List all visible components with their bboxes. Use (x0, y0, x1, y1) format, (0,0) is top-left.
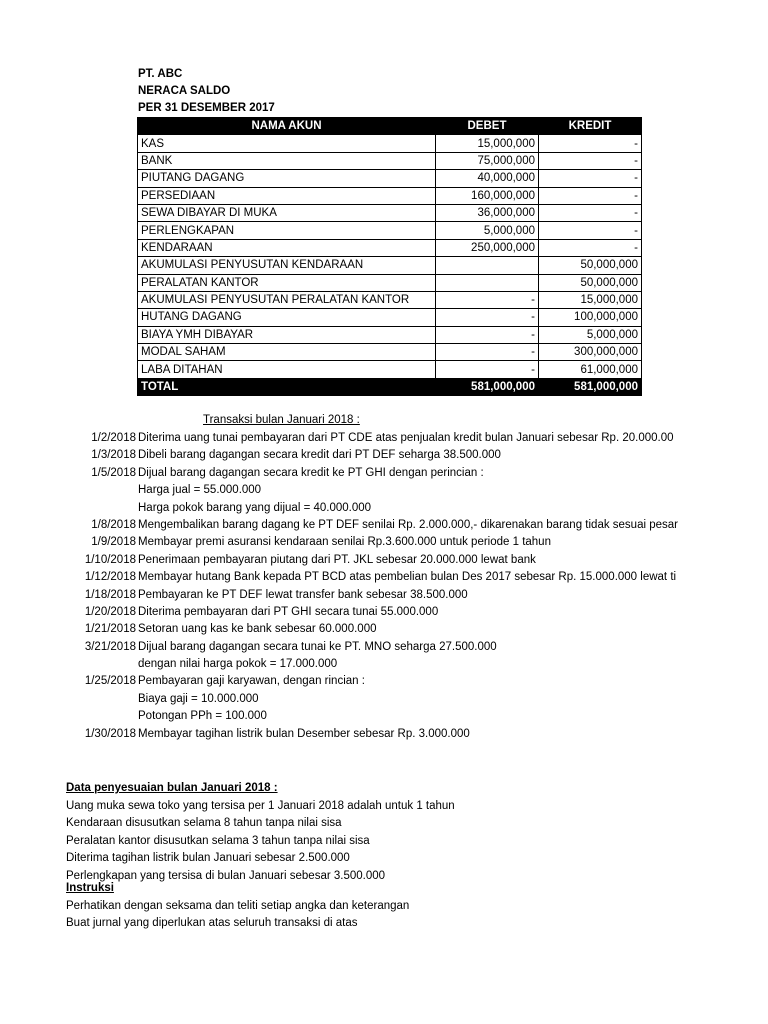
total-debit: 581,000,000 (436, 378, 539, 395)
credit-cell: - (539, 170, 642, 187)
debit-cell: 15,000,000 (436, 135, 539, 152)
total-label: TOTAL (138, 378, 436, 395)
transaction-description: Harga pokok barang yang dijual = 40.000.000 (138, 501, 372, 514)
table-header-row (138, 118, 642, 135)
instructions-title: Instruksi (66, 882, 114, 894)
debit-cell: 5,000,000 (436, 222, 539, 239)
table-row (138, 187, 642, 204)
transactions-title: Transaksi bulan Januari 2018 : (203, 414, 360, 426)
transaction-date: 1/30/2018 (84, 727, 136, 740)
transaction-item (0, 552, 768, 569)
account-cell: PIUTANG DAGANG (138, 170, 436, 187)
transaction-date: 1/5/2018 (91, 466, 136, 479)
adjustment-item: Diterima tagihan listrik bulan Januari sebesar 2.500.000 (66, 852, 350, 865)
transaction-description: Mengembalikan barang dagang ke PT DEF senilai Rp. 2.000.000,- dikarenakan barang tidak sesuai pesar (138, 518, 678, 531)
transaction-description: Harga jual = 55.000.000 (138, 484, 262, 497)
transaction-date: 1/2/2018 (91, 432, 136, 444)
transaction-item (0, 569, 768, 586)
transaction-description: Pembayaran gaji karyawan, dengan rincian : (138, 675, 365, 688)
table-row (138, 222, 642, 239)
account-cell: HUTANG DAGANG (138, 309, 436, 326)
instructions-section (66, 880, 409, 933)
table-row (138, 344, 642, 361)
transaction-description: Dijual barang dagangan secara tunai ke PT. MNO seharga 27.500.000 (138, 640, 497, 653)
transaction-description: dengan nilai harga pokok = 17.000.000 (138, 658, 338, 671)
adjustments-list (66, 798, 455, 886)
transactions-list (0, 430, 768, 743)
debit-cell: - (436, 309, 539, 326)
company-name: PT. ABC (138, 68, 183, 80)
transaction-description: Setoran uang kas ke bank sebesar 60.000.000 (138, 623, 377, 636)
transaction-description: Pembayaran ke PT DEF lewat transfer bank sebesar 38.500.000 (138, 588, 468, 601)
table-row (138, 309, 642, 326)
transaction-date: 1/18/2018 (84, 588, 136, 601)
account-cell: SEWA DIBAYAR DI MUKA (138, 204, 436, 221)
transaction-date: 3/21/2018 (84, 640, 136, 653)
instruction-item: Buat jurnal yang diperlukan atas seluruh transaksi di atas (66, 917, 358, 930)
transaction-date: 1/12/2018 (84, 571, 136, 584)
transaction-item (0, 656, 768, 673)
transaction-date: 1/10/2018 (84, 553, 136, 566)
credit-cell: - (539, 204, 642, 221)
credit-cell: 50,000,000 (539, 274, 642, 291)
transaction-item (0, 465, 768, 482)
transaction-description: Potongan PPh = 100.000 (138, 710, 267, 723)
debit-cell (436, 257, 539, 274)
transaction-description: Membayar hutang Bank kepada PT BCD atas pembelian bulan Des 2017 sebesar Rp. 15.000.000 lewat ti (138, 571, 677, 584)
transaction-description: Diterima uang tunai pembayaran dari PT CDE atas penjualan kredit bulan Januari sebesar Rp. 20.000.00 (138, 432, 674, 444)
report-header (138, 66, 275, 117)
transaction-item (0, 726, 768, 743)
transaction-date: 1/20/2018 (84, 605, 136, 618)
table-row (138, 170, 642, 187)
transaction-item (0, 534, 768, 551)
adjustment-item: Kendaraan disusutkan selama 8 tahun tanpa nilai sisa (66, 817, 342, 830)
trial-balance-table (137, 117, 642, 396)
table-row (138, 361, 642, 378)
table-row (138, 239, 642, 256)
transaction-item (0, 447, 768, 464)
debit-cell: - (436, 361, 539, 378)
transaction-item (0, 691, 768, 708)
table-row (138, 204, 642, 221)
transaction-description: Biaya gaji = 10.000.000 (138, 692, 259, 705)
credit-cell: - (539, 135, 642, 152)
table-row (138, 291, 642, 308)
account-cell: BIAYA YMH DIBAYAR (138, 326, 436, 343)
table-row (138, 257, 642, 274)
credit-cell: 300,000,000 (539, 344, 642, 361)
debit-cell (436, 274, 539, 291)
adjustment-item: Peralatan kantor disusutkan selama 3 tahun tanpa nilai sisa (66, 834, 370, 847)
column-header-account: NAMA AKUN (138, 118, 436, 135)
adjustment-item: Perlengkapan yang tersisa di bulan Januari sebesar 3.500.000 (66, 869, 386, 882)
account-cell: PERSEDIAAN (138, 187, 436, 204)
transaction-item (0, 604, 768, 621)
credit-cell: 100,000,000 (539, 309, 642, 326)
transaction-description: Penerimaan pembayaran piutang dari PT. JKL sebesar 20.000.000 lewat bank (138, 553, 536, 566)
account-cell: PERLENGKAPAN (138, 222, 436, 239)
table-row (138, 135, 642, 152)
debit-cell: 40,000,000 (436, 170, 539, 187)
credit-cell: 50,000,000 (539, 257, 642, 274)
account-cell: PERALATAN KANTOR (138, 274, 436, 291)
credit-cell: - (539, 239, 642, 256)
debit-cell: - (436, 344, 539, 361)
transaction-item (0, 621, 768, 638)
transaction-item (0, 673, 768, 690)
account-cell: BANK (138, 152, 436, 169)
debit-cell: 36,000,000 (436, 204, 539, 221)
adjustment-item: Uang muka sewa toko yang tersisa per 1 Januari 2018 adalah untuk 1 tahun (66, 799, 455, 812)
total-row (138, 378, 642, 395)
transaction-date: 1/21/2018 (84, 623, 136, 636)
adjustments-title: Data penyesuaian bulan Januari 2018 : (66, 782, 278, 794)
debit-cell: - (436, 326, 539, 343)
debit-cell: - (436, 291, 539, 308)
account-cell: AKUMULASI PENYUSUTAN KENDARAAN (138, 257, 436, 274)
transaction-description: Dijual barang dagangan secara kredit ke PT GHI dengan perincian : (138, 466, 484, 479)
column-header-debit: DEBET (436, 118, 539, 135)
account-cell: LABA DITAHAN (138, 361, 436, 378)
transaction-description: Diterima pembayaran dari PT GHI secara tunai 55.000.000 (138, 605, 439, 618)
transaction-item (0, 587, 768, 604)
total-credit: 581,000,000 (539, 378, 642, 395)
credit-cell: 5,000,000 (539, 326, 642, 343)
table-row (138, 326, 642, 343)
transaction-item (0, 430, 768, 447)
instruction-item: Perhatikan dengan seksama dan teliti setiap angka dan keterangan (66, 899, 410, 912)
credit-cell: - (539, 222, 642, 239)
transaction-item (0, 708, 768, 725)
transaction-item (0, 639, 768, 656)
transaction-date: 1/3/2018 (91, 449, 136, 462)
transaction-date: 1/8/2018 (91, 518, 136, 531)
credit-cell: 15,000,000 (539, 291, 642, 308)
table-body (138, 135, 642, 396)
account-cell: KENDARAAN (138, 239, 436, 256)
transaction-description: Membayar tagihan listrik bulan Desember sebesar Rp. 3.000.000 (138, 727, 470, 740)
debit-cell: 160,000,000 (436, 187, 539, 204)
transaction-item (0, 500, 768, 517)
transaction-date: 1/25/2018 (84, 675, 136, 688)
transaction-date: 1/9/2018 (91, 536, 136, 549)
account-cell: AKUMULASI PENYUSUTAN PERALATAN KANTOR (138, 291, 436, 308)
credit-cell: 61,000,000 (539, 361, 642, 378)
credit-cell: - (539, 187, 642, 204)
account-cell: MODAL SAHAM (138, 344, 436, 361)
transaction-description: Membayar premi asuransi kendaraan senilai Rp.3.600.000 untuk periode 1 tahun (138, 536, 551, 549)
column-header-credit: KREDIT (539, 118, 642, 135)
instructions-list (66, 898, 409, 933)
report-title: NERACA SALDO (138, 85, 231, 97)
credit-cell: - (539, 152, 642, 169)
debit-cell: 75,000,000 (436, 152, 539, 169)
debit-cell: 250,000,000 (436, 239, 539, 256)
report-period: PER 31 DESEMBER 2017 (138, 102, 275, 114)
table-row (138, 152, 642, 169)
table-row (138, 274, 642, 291)
transaction-item (0, 517, 768, 534)
account-cell: KAS (138, 135, 436, 152)
transaction-item (0, 482, 768, 499)
transaction-description: Dibeli barang dagangan secara kredit dari PT DEF seharga 38.500.000 (138, 449, 501, 462)
adjustments-section (66, 780, 455, 886)
